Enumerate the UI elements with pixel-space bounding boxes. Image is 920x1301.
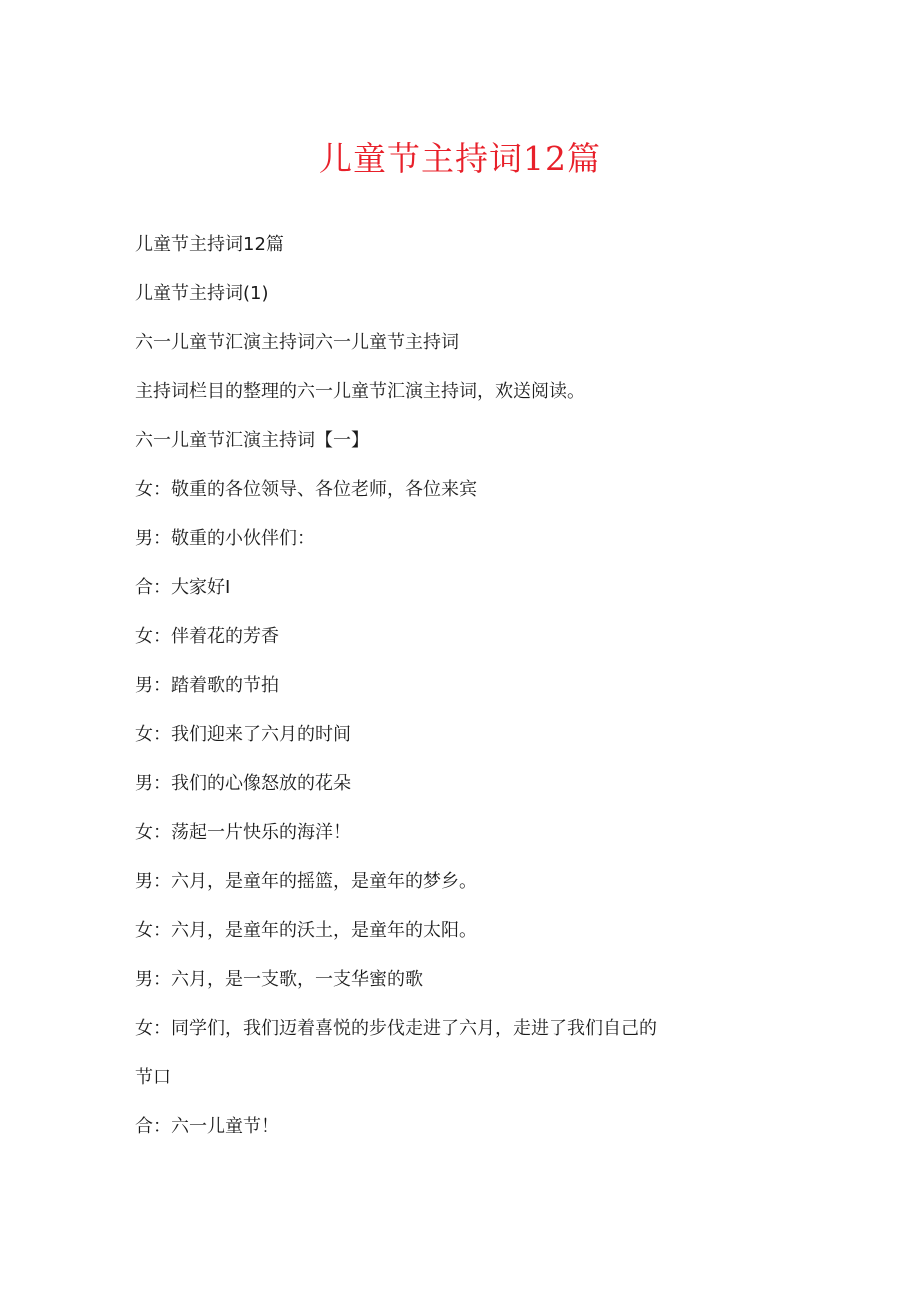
paragraph: 合：大家好I bbox=[135, 577, 231, 598]
paragraph: 女：我们迎来了六月的时间 bbox=[135, 724, 351, 745]
paragraph: 男：敬重的小伙伴们： bbox=[135, 528, 315, 549]
paragraph: 六一儿童节汇演主持词【一】 bbox=[135, 430, 369, 451]
paragraph: 合：六一儿童节！ bbox=[135, 1116, 279, 1137]
document-body bbox=[135, 220, 755, 1151]
paragraph: 男：六月，是童年的摇篮，是童年的梦乡。 bbox=[135, 871, 477, 892]
paragraph: 女：荡起一片快乐的海洋！ bbox=[135, 822, 351, 843]
paragraph: 儿童节主持词12篇 bbox=[135, 234, 284, 255]
paragraph: 主持词栏目的整理的六一儿童节汇演主持词，欢送阅读。 bbox=[135, 381, 585, 402]
paragraph: 女：同学们，我们迈着喜悦的步伐走进了六月，走进了我们自己的 bbox=[135, 1018, 657, 1039]
paragraph: 女：六月，是童年的沃土，是童年的太阳。 bbox=[135, 920, 477, 941]
paragraph: 女：敬重的各位领导、各位老师，各位来宾 bbox=[135, 479, 477, 500]
paragraph: 男：我们的心像怒放的花朵 bbox=[135, 773, 351, 794]
paragraph: 男：六月，是一支歌，一支华蜜的歌 bbox=[135, 969, 423, 990]
paragraph: 男：踏着歌的节拍 bbox=[135, 675, 279, 696]
paragraph-continuation: 节口 bbox=[135, 1067, 171, 1088]
paragraph: 儿童节主持词(1) bbox=[135, 283, 269, 304]
paragraph: 女：伴着花的芳香 bbox=[135, 626, 279, 647]
paragraph: 六一儿童节汇演主持词六一儿童节主持词 bbox=[135, 332, 459, 353]
document-title: 儿童节主持词12篇 bbox=[319, 139, 601, 178]
